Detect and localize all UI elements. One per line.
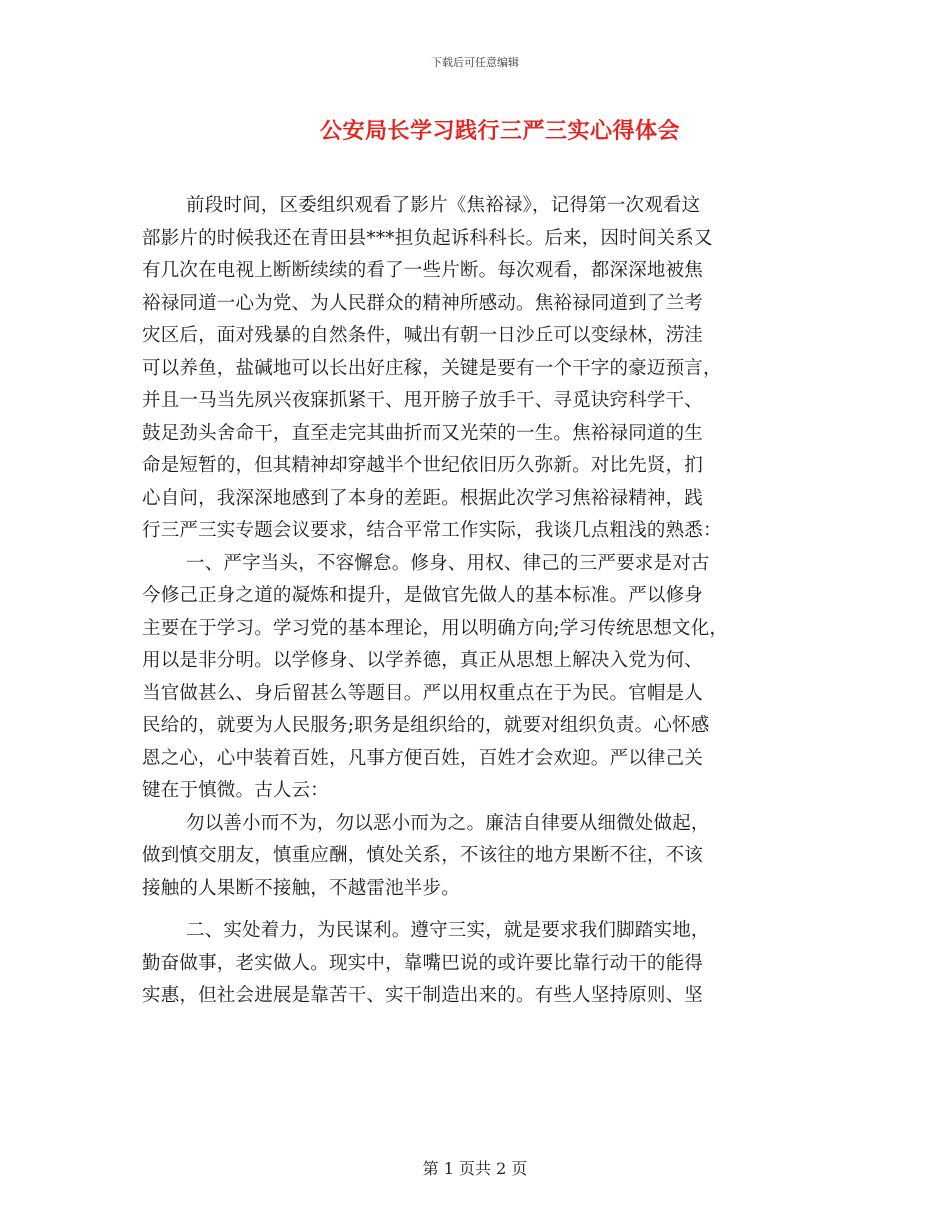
paragraph-line: 命是短暂的，但其精神却穿越半个世纪依旧历久弥新。对比先贤，扪 [142,455,704,476]
paragraph-line: 裕禄同道一心为党、为人民群众的精神所感动。焦裕禄同道到了兰考 [142,292,704,314]
paragraph-line: 灾区后，面对残暴的自然条件，喊出有朝一日沙丘可以变绿林，涝洼 [142,325,704,346]
paragraph-line: 勿以善小而不为，勿以恶小而为之。廉洁自律要从细微处做起， [186,812,710,834]
document-title: 公安局长学习践行三严三实心得体会 [319,118,680,144]
paragraph-line: 部影片的时候我还在青田县***担负起诉科科长。后来，因时间关系又 [142,227,713,249]
paragraph-line: 勤奋做事，老实做人。现实中，靠嘴巴说的或许要比靠行动干的能得 [142,952,704,974]
paragraph-line: 今修己正身之道的凝炼和提升，是做官先做人的基本标准。严以修身 [142,585,704,606]
paragraph-line: 有几次在电视上断断续续的看了一些片断。每次观看，都深深地被焦 [142,260,704,281]
paragraph-line: 主要在于学习。学习党的基本理论，用以明确方向;学习传统思想文化， [142,617,729,639]
paragraph-line: 当官做甚么、身后留甚么等题目。严以用权重点在于为民。官帽是人 [142,682,704,704]
page-number: 第 1 页共 2 页 [422,1159,528,1178]
paragraph-line: 接触的人果断不接触，不越雷池半步。 [142,877,460,899]
paragraph-line: 用以是非分明。以学修身、以学养德，真正从思想上解决入党为何、 [142,650,704,671]
paragraph-line: 民给的，就要为人民服务;职务是组织给的，就要对组织负责。心怀感 [142,715,710,736]
paragraph-line: 键在于慎微。古人云： [142,780,330,801]
paragraph-line: 二、实处着力，为民谋利。遵守三实，就是要求我们脚踏实地， [186,920,710,941]
paragraph-line: 做到慎交朋友，慎重应酬，慎处关系，不该往的地方果断不往，不该 [142,845,704,866]
paragraph-line: 一、严字当头，不容懈怠。修身、用权、律己的三严要求是对古 [186,552,710,574]
document-body [142,190,802,1013]
paragraph-line: 可以养鱼，盐碱地可以长出好庄稼，关键是要有一个干字的豪迈预言， [142,357,722,379]
paragraph-line: 行三严三实专题会议要求，结合平常工作实际，我谈几点粗浅的熟悉： [142,520,722,541]
paragraph-line: 实惠，但社会进展是靠苦干、实干制造出来的。有些人坚持原则、坚 [142,985,704,1006]
paragraph-line: 鼓足劲头舍命干，直至走完其曲折而又光荣的一生。焦裕禄同道的生 [142,422,704,444]
header-note: 下载后可任意编辑 [431,56,519,69]
paragraph-line: 恩之心，心中装着百姓，凡事方便百姓，百姓才会欢迎。严以律己关 [142,747,704,769]
paragraph-line: 前段时间，区委组织观看了影片《焦裕禄》，记得第一次观看这 [186,195,701,216]
paragraph-line: 并且一马当先夙兴夜寐抓紧干、甩开膀子放手干、寻觅诀窍科学干、 [142,390,704,411]
paragraph-line: 心自问，我深深地感到了本身的差距。根据此次学习焦裕禄精神，践 [142,487,704,509]
